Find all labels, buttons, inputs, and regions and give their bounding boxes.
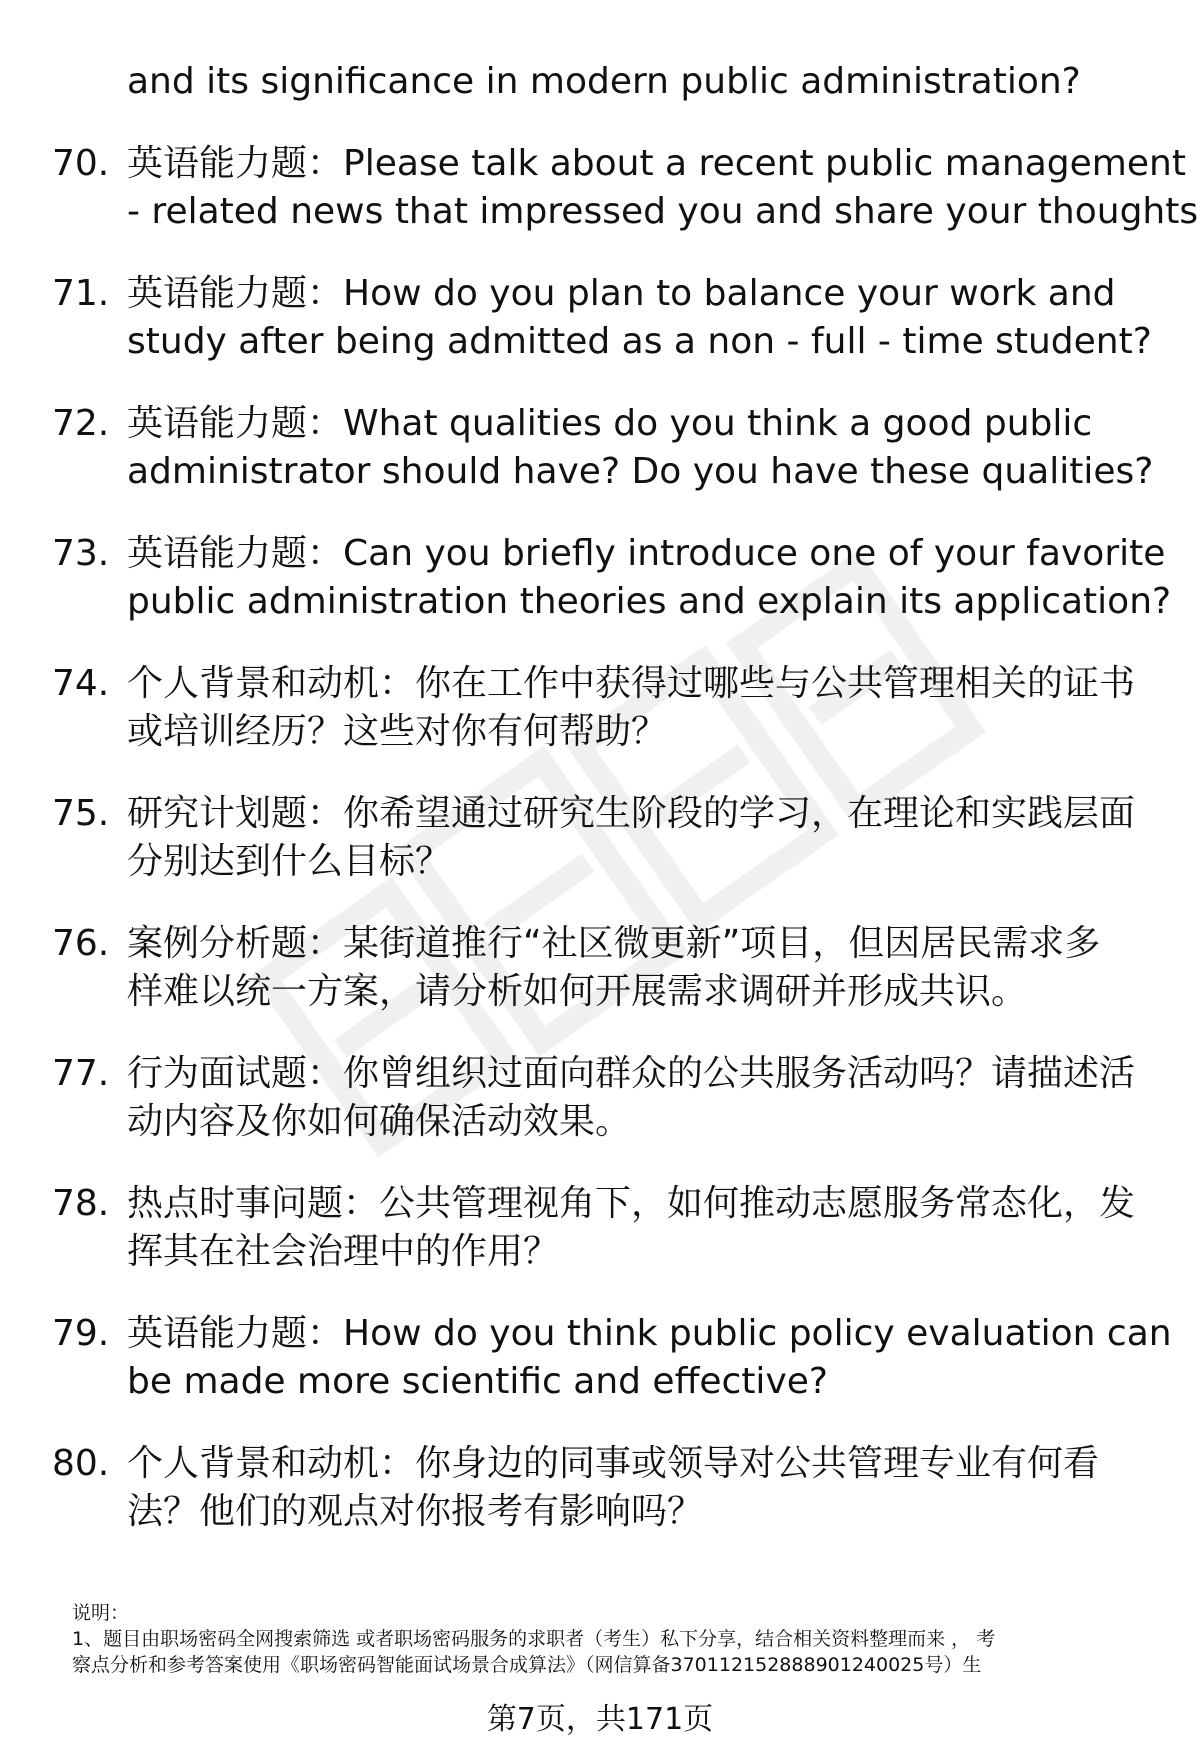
question-line: 法？他们的观点对你报考有影响吗？	[127, 1491, 704, 1532]
question-line: 个人背景和动机：你在工作中获得过哪些与公共管理相关的证书	[127, 663, 1136, 704]
question-line: 案例分析题：某街道推行“社区微更新”项目，但因居民需求多	[127, 923, 1101, 964]
question-line: 行为面试题：你曾组织过面向群众的公共服务活动吗？请描述活	[127, 1053, 1136, 1094]
question-text	[127, 1050, 1157, 1146]
question-line: 英语能力题：How do you plan to balance your work and	[127, 273, 1116, 314]
notes-section	[72, 1600, 1152, 1678]
question-text	[127, 140, 1199, 236]
question-line: be made more scientific and effective?	[127, 1361, 828, 1402]
question-line: 研究计划题：你希望通过研究生阶段的学习，在理论和实践层面	[127, 793, 1136, 834]
question-number: 72.	[52, 403, 110, 444]
question-list	[0, 58, 1200, 1570]
notes-line: 察点分析和参考答案使用《职场密码智能面试场景合成算法》（网信算备370112152888901240025号）生	[72, 1654, 982, 1676]
question-number: 70.	[52, 143, 110, 184]
question-number: 76.	[52, 923, 110, 964]
question-number: 77.	[52, 1053, 110, 1094]
question-line: 热点时事问题：公共管理视角下，如何推动志愿服务常态化，发	[127, 1183, 1136, 1224]
question-text	[127, 920, 1157, 1016]
question-text	[127, 1310, 1172, 1406]
notes-heading: 说明：	[72, 1602, 130, 1624]
question-text	[127, 660, 1157, 756]
question-item	[0, 920, 1200, 1016]
question-item	[0, 790, 1200, 886]
question-text	[127, 790, 1157, 886]
question-item	[0, 1310, 1200, 1406]
notes-line: 1、题目由职场密码全网搜索筛选 或者职场密码服务的求职者（考生）私下分享，结合相关资料整理而来 ， 考	[72, 1628, 996, 1650]
question-number: 75.	[52, 793, 110, 834]
question-line: 挥其在社会治理中的作用？	[127, 1231, 560, 1272]
question-line: 英语能力题：Can you briefly introduce one of your favorite	[127, 533, 1166, 574]
question-number: 73.	[52, 533, 110, 574]
question-line: 英语能力题：What qualities do you think a good public	[127, 403, 1093, 444]
question-item	[0, 660, 1200, 756]
question-item	[0, 1180, 1200, 1276]
question-line: 英语能力题：Please talk about a recent public management	[127, 143, 1186, 184]
continued-question-text: and its significance in modern public administration?	[127, 61, 1081, 102]
question-item	[0, 140, 1200, 236]
question-item	[0, 1050, 1200, 1146]
question-number: 80.	[52, 1443, 110, 1484]
question-line: public administration theories and explain its application?	[127, 581, 1172, 622]
question-text	[127, 530, 1172, 626]
question-item	[0, 270, 1200, 366]
question-number: 74.	[52, 663, 110, 704]
question-line: 分别达到什么目标？	[127, 841, 452, 882]
question-text	[127, 1440, 1157, 1536]
question-text	[127, 1180, 1157, 1276]
page-indicator: 第7页，共171页	[486, 1702, 714, 1737]
question-line: 或培训经历？这些对你有何帮助？	[127, 711, 668, 752]
question-number: 71.	[52, 273, 110, 314]
question-item	[0, 400, 1200, 496]
question-item	[0, 1440, 1200, 1536]
question-line: administrator should have? Do you have these qualities?	[127, 451, 1154, 492]
question-text	[127, 270, 1157, 366]
question-line: 动内容及你如何确保活动效果。	[127, 1101, 632, 1142]
question-line: 英语能力题：How do you think public policy evaluation can	[127, 1313, 1172, 1354]
question-number: 78.	[52, 1183, 110, 1224]
question-line: study after being admitted as a non - full - time student?	[127, 321, 1152, 362]
questions-container	[0, 140, 1200, 1536]
question-line: 个人背景和动机：你身边的同事或领导对公共管理专业有何看	[127, 1443, 1100, 1484]
question-line: 样难以统一方案，请分析如何开展需求调研并形成共识。	[127, 971, 1028, 1012]
question-line: - related news that impressed you and share your thoughts	[127, 191, 1199, 232]
question-number: 79.	[52, 1313, 110, 1354]
question-item	[0, 530, 1200, 626]
question-text	[127, 400, 1157, 496]
